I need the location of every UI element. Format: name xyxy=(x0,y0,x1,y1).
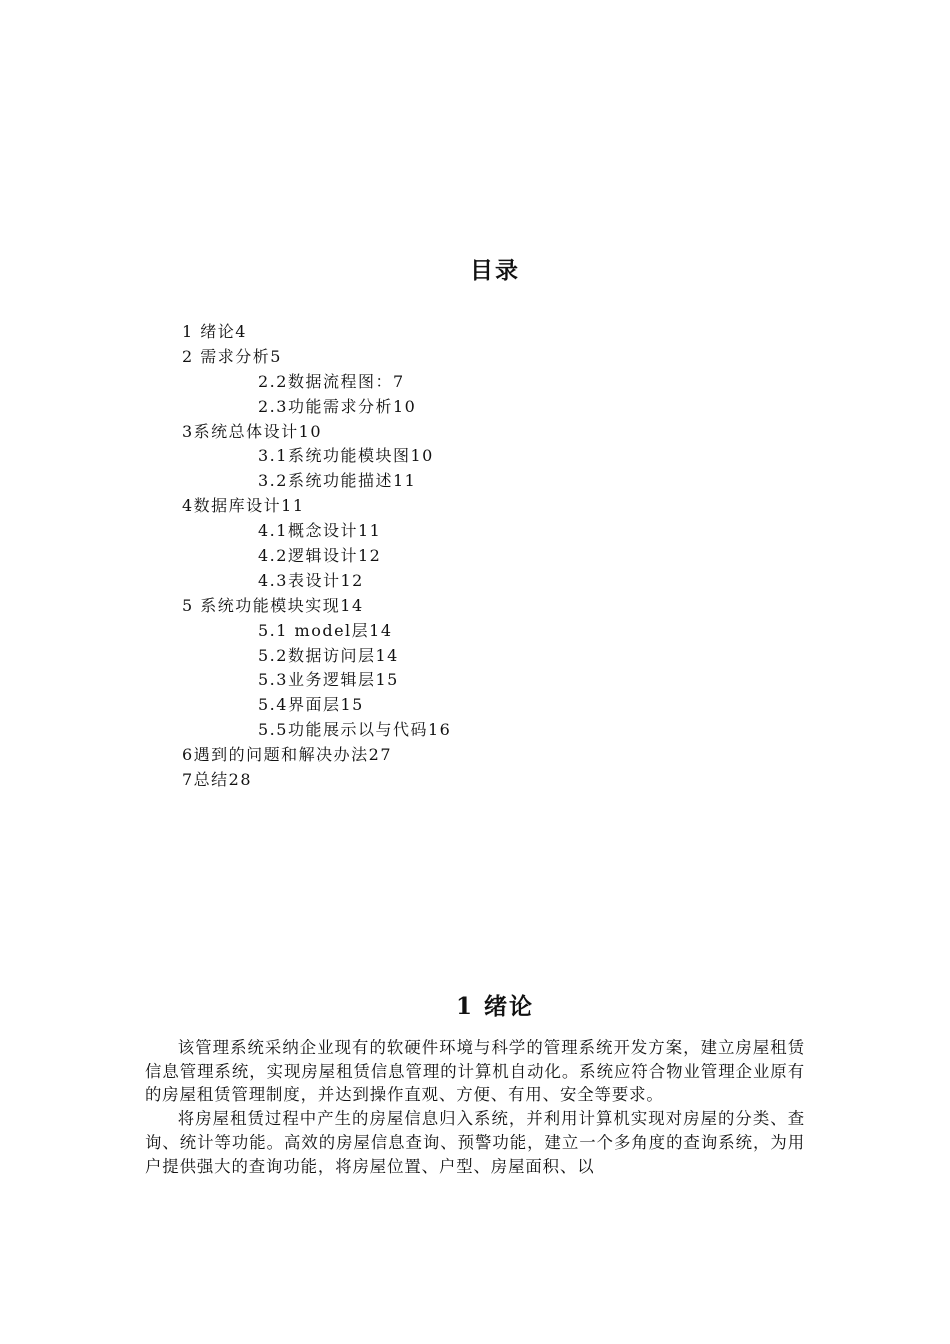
toc-entry[interactable]: 5.4界面层15 xyxy=(258,695,364,715)
toc-entry[interactable]: 1 绪论4 xyxy=(182,322,247,341)
toc-entry[interactable]: 4.3表设计12 xyxy=(258,570,364,590)
toc-entry[interactable]: 6遇到的问题和解决办法27 xyxy=(182,745,393,765)
toc-entry[interactable]: 5 系统功能模块实现14 xyxy=(182,595,364,615)
section-heading: 1 绪论 xyxy=(455,993,534,1020)
toc-entry[interactable]: 2.2数据流程图：7 xyxy=(258,371,405,391)
toc-entry[interactable]: 5.1 model层14 xyxy=(258,620,393,640)
toc-entry[interactable]: 5.3业务逻辑层15 xyxy=(258,670,399,690)
toc-entry[interactable]: 3.2系统功能描述11 xyxy=(258,471,417,491)
body-paragraph: 该管理系统采纳企业现有的软硬件环境与科学的管理系统开发方案，建立房屋租赁信息管理系统，实现房屋租赁信息管理的计算机自动化。系统应符合物业管理企业原有的房屋租赁管理制度，并达到操作直观、方便、有用、安全等要求。 xyxy=(145,1038,805,1105)
toc-entry[interactable]: 3.1系统功能模块图10 xyxy=(258,446,434,466)
toc-title: 目录 xyxy=(470,257,520,284)
toc-entry[interactable]: 3系统总体设计10 xyxy=(182,421,323,441)
table-of-contents xyxy=(182,320,782,793)
toc-entry[interactable]: 5.2数据访问层14 xyxy=(258,645,399,665)
toc-entry[interactable]: 2 需求分析5 xyxy=(182,346,282,366)
body-text xyxy=(145,1036,805,1178)
toc-entry[interactable]: 4.1概念设计11 xyxy=(258,521,382,541)
toc-entry[interactable]: 4数据库设计11 xyxy=(182,496,305,516)
body-paragraph: 将房屋租赁过程中产生的房屋信息归入系统，并利用计算机实现对房屋的分类、查询、统计等功能。高效的房屋信息查询、预警功能，建立一个多角度的查询系统，为用户提供强大的查询功能，将房屋位置、户型、房屋面积、以 xyxy=(145,1109,805,1176)
toc-entry[interactable]: 7总结28 xyxy=(182,770,253,790)
toc-entry[interactable]: 2.3功能需求分析10 xyxy=(258,396,417,416)
toc-entry[interactable]: 4.2逻辑设计12 xyxy=(258,546,382,566)
toc-entry[interactable]: 5.5功能展示以与代码16 xyxy=(258,720,452,740)
